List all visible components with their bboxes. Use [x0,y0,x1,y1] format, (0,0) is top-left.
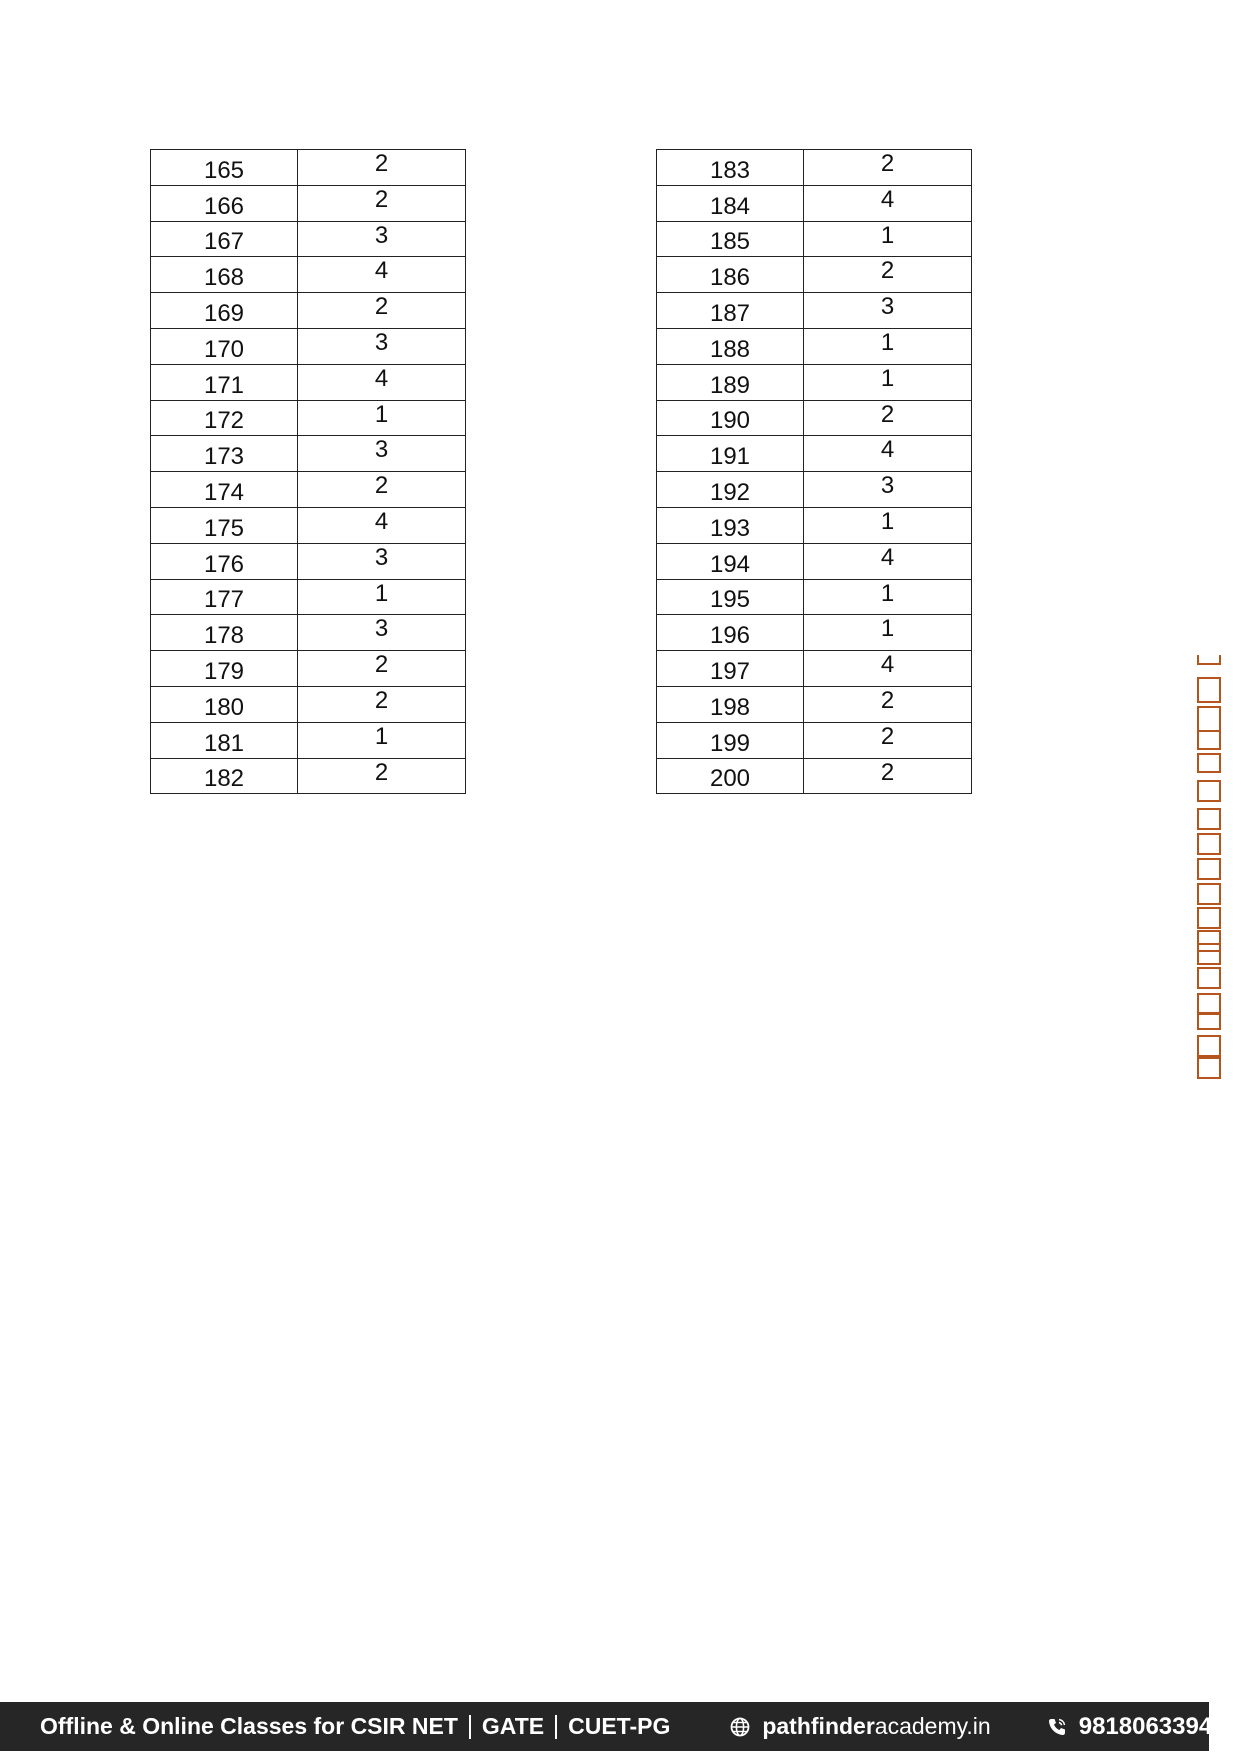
question-number-cell: 182 [151,758,298,794]
glyph-box [1197,967,1221,989]
question-number-cell: 185 [657,221,804,257]
question-number-cell: 166 [151,185,298,221]
footer-courses [40,1713,670,1740]
answer-option-cell: 3 [804,472,972,508]
answer-option-cell: 4 [298,507,466,543]
glyph-box [1197,858,1221,880]
glyph-box [1197,833,1221,855]
answer-option-cell: 2 [804,400,972,436]
table-row [657,257,972,293]
table-row [657,472,972,508]
question-number-cell: 200 [657,758,804,794]
answer-option-cell: 1 [804,579,972,615]
table-row [151,150,466,186]
question-number-cell: 187 [657,293,804,329]
question-number-cell: 186 [657,257,804,293]
question-number-cell: 178 [151,615,298,651]
phone-number: 9818063394 [1078,1712,1213,1740]
table-row [657,722,972,758]
answer-option-cell: 1 [804,328,972,364]
question-number-cell: 199 [657,722,804,758]
table-row [151,257,466,293]
question-number-cell: 181 [151,722,298,758]
answer-option-cell: 2 [298,293,466,329]
phone-icon [1047,1717,1067,1737]
question-number-cell: 165 [151,150,298,186]
glyph-box [1197,808,1221,830]
question-number-cell: 172 [151,400,298,436]
question-number-cell: 168 [151,257,298,293]
answer-option-cell: 2 [298,686,466,722]
answer-option-cell: 1 [298,579,466,615]
answer-option-cell: 4 [804,651,972,687]
question-number-cell: 194 [657,543,804,579]
question-number-cell: 174 [151,472,298,508]
answer-option-cell: 3 [804,293,972,329]
question-number-cell: 198 [657,686,804,722]
question-number-cell: 171 [151,364,298,400]
answer-option-cell: 2 [298,758,466,794]
table-row [657,400,972,436]
answer-option-cell: 2 [298,150,466,186]
table-row [657,615,972,651]
answer-option-cell: 1 [804,615,972,651]
website-name-light: academy.in [874,1713,991,1739]
question-number-cell: 195 [657,579,804,615]
table-row [657,543,972,579]
question-number-cell: 179 [151,651,298,687]
footer-cuet-text: CUET-PG [568,1713,671,1739]
answer-option-cell: 3 [298,615,466,651]
table-row [657,328,972,364]
globe-icon [730,1717,750,1737]
question-number-cell: 197 [657,651,804,687]
question-number-cell: 173 [151,436,298,472]
glyph-box [1197,780,1221,802]
answer-option-cell: 2 [804,758,972,794]
question-number-cell: 180 [151,686,298,722]
question-number-cell: 177 [151,579,298,615]
table-row [151,686,466,722]
footer-bar [0,1702,1213,1751]
question-number-cell: 167 [151,221,298,257]
table-row [151,364,466,400]
answer-option-cell: 4 [804,185,972,221]
footer-gate-text: GATE [481,1713,545,1739]
question-number-cell: 191 [657,436,804,472]
table-row [657,364,972,400]
table-row [151,722,466,758]
glyph-box [1197,943,1221,965]
table-row [151,579,466,615]
table-row [657,436,972,472]
answer-option-cell: 2 [298,185,466,221]
answer-option-cell: 2 [298,472,466,508]
answer-option-cell: 3 [298,543,466,579]
footer-classes-text: Offline & Online Classes for CSIR NET [40,1713,458,1739]
glyph-box [1197,706,1221,732]
glyph-box [1197,730,1221,750]
answer-option-cell: 1 [298,400,466,436]
table-row [657,507,972,543]
question-number-cell: 188 [657,328,804,364]
answer-option-cell: 3 [298,328,466,364]
question-number-cell: 176 [151,543,298,579]
table-row [657,579,972,615]
table-row [151,328,466,364]
answer-option-cell: 3 [298,221,466,257]
table-row [151,543,466,579]
question-number-cell: 170 [151,328,298,364]
glyph-box [1197,883,1221,905]
glyph-box [1197,753,1221,773]
question-number-cell: 183 [657,150,804,186]
answer-option-cell: 4 [298,257,466,293]
table-row [657,185,972,221]
answer-key-table-right [656,149,972,794]
table-row [151,293,466,329]
answer-option-cell: 1 [804,221,972,257]
footer-website[interactable] [730,1713,990,1740]
footer-phone[interactable] [1047,1713,1212,1741]
question-number-cell: 196 [657,615,804,651]
glyph-box [1197,907,1221,929]
answer-option-cell: 2 [804,257,972,293]
vertical-placeholder-glyphs [1193,655,1227,1085]
question-number-cell: 184 [657,185,804,221]
table-row [151,436,466,472]
question-number-cell: 169 [151,293,298,329]
website-name-bold: pathfinder [762,1713,875,1739]
answer-option-cell: 2 [804,150,972,186]
answer-option-cell: 4 [804,436,972,472]
answer-option-cell: 4 [804,543,972,579]
table-row [151,185,466,221]
answer-option-cell: 4 [298,364,466,400]
answer-option-cell: 2 [804,722,972,758]
table-row [657,686,972,722]
answer-option-cell: 1 [804,364,972,400]
question-number-cell: 175 [151,507,298,543]
table-row [657,150,972,186]
table-row [657,758,972,794]
table-row [657,651,972,687]
answer-option-cell: 3 [298,436,466,472]
glyph-box [1197,1035,1221,1057]
glyph-box [1197,677,1221,703]
footer-separator [555,1715,557,1739]
glyph-box [1197,1012,1221,1030]
question-number-cell: 192 [657,472,804,508]
table-row [151,651,466,687]
table-row [151,615,466,651]
question-number-cell: 189 [657,364,804,400]
question-number-cell: 190 [657,400,804,436]
footer-separator [469,1715,471,1739]
glyph-box [1197,1057,1221,1079]
table-row [657,293,972,329]
answer-key-table-left [150,149,466,794]
table-row [151,221,466,257]
table-row [657,221,972,257]
question-number-cell: 193 [657,507,804,543]
answer-option-cell: 2 [298,651,466,687]
table-row [151,758,466,794]
table-row [151,472,466,508]
glyph-bracket-mark [1197,655,1221,665]
answer-option-cell: 1 [298,722,466,758]
table-row [151,400,466,436]
table-row [151,507,466,543]
answer-option-cell: 1 [804,507,972,543]
answer-option-cell: 2 [804,686,972,722]
